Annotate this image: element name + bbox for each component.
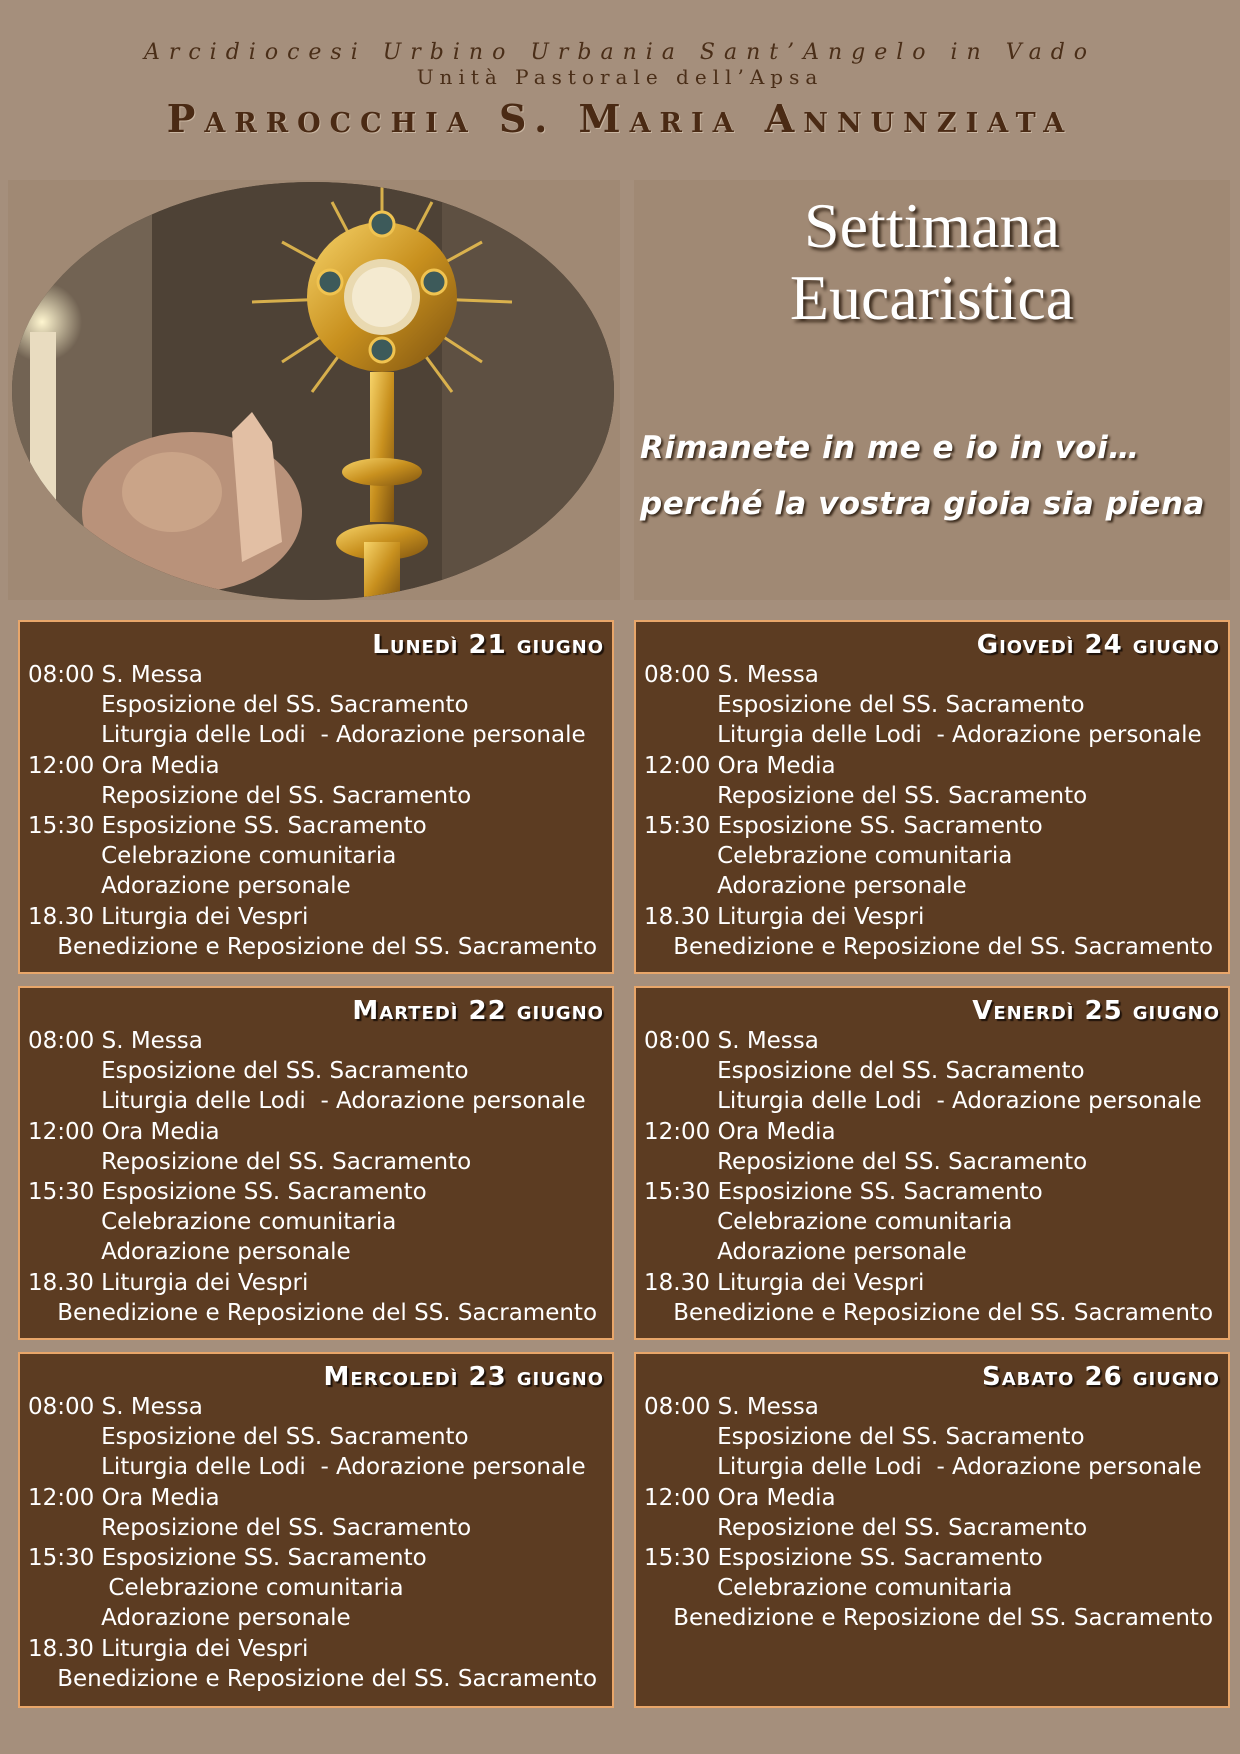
schedule-entry: Reposizione del SS. Sacramento [644,782,1088,809]
schedule-entry: 08:00 S. Messa [28,1028,203,1054]
quote-line1: Rimanete in me e io in voi… [640,430,1140,466]
schedule-entry: Benedizione e Reposizione del SS. Sacramento [28,1299,598,1326]
event-title-line1: Settimana [804,190,1060,261]
event-title-line2: Eucaristica [789,262,1075,333]
quote-line2: perché la vostra gioia sia piena [640,486,1205,522]
schedule-entry: 18.30 Liturgia dei Vespri [28,903,309,930]
schedule-entry: Reposizione del SS. Sacramento [644,1514,1088,1541]
schedule-list [20,1392,612,1694]
schedule-entry: Adorazione personale [28,1239,351,1266]
schedule-entry: 12:00 Ora Media [28,752,220,779]
schedule-entry: Reposizione del SS. Sacramento [644,1148,1088,1175]
schedule-entry: Adorazione personale [644,873,967,900]
schedule-entry: Esposizione del SS. Sacramento [28,1058,469,1085]
schedule-list [20,1026,612,1328]
day-box-mercoledi [18,1352,614,1708]
schedule-entry: Celebrazione comunitaria [644,1575,1013,1602]
schedule-entry: 15:30 Esposizione SS. Sacramento [644,1545,1043,1572]
schedule-entry: Benedizione e Reposizione del SS. Sacramento [28,933,598,960]
schedule-entry: Celebrazione comunitaria [644,843,1013,870]
schedule-entry: Benedizione e Reposizione del SS. Sacramento [644,933,1214,960]
day-title: Mercoledì 23 giugno [323,1362,604,1392]
schedule-entry: Celebrazione comunitaria [28,1209,397,1236]
schedule-entry: 12:00 Ora Media [28,1484,220,1511]
day-box-lunedi [18,620,614,974]
pastoral-unit: Unità Pastorale dell’Apsa [416,65,824,89]
schedule-entry: 15:30 Esposizione SS. Sacramento [644,813,1043,840]
schedule-entry: Celebrazione comunitaria [28,843,397,870]
schedule-entry: 15:30 Esposizione SS. Sacramento [28,1179,427,1206]
day-box-giovedi [634,620,1230,974]
schedule-entry: Liturgia delle Lodi - Adorazione personale [28,1088,586,1115]
schedule-entry: Liturgia delle Lodi - Adorazione personale [28,722,586,749]
schedule-list [20,660,612,962]
schedule-entry: Celebrazione comunitaria [644,1209,1013,1236]
schedule-entry: Benedizione e Reposizione del SS. Sacramento [644,1299,1214,1326]
monstrance-photo [12,182,614,600]
day-title: Giovedì 24 giugno [976,630,1220,660]
schedule-entry: Adorazione personale [28,873,351,900]
photo-panel [8,180,620,600]
parish-name: Parrocchia S. Maria Annunziata [166,96,1074,141]
schedule-entry: Benedizione e Reposizione del SS. Sacramento [28,1665,598,1692]
schedule-entry: Liturgia delle Lodi - Adorazione personale [644,722,1202,749]
day-box-sabato [634,1352,1230,1708]
schedule-entry: Adorazione personale [644,1239,967,1266]
day-box-venerdi [634,986,1230,1340]
schedule-entry: 15:30 Esposizione SS. Sacramento [28,1545,427,1572]
day-title: Sabato 26 giugno [981,1362,1220,1392]
schedule-entry: 08:00 S. Messa [644,1394,819,1420]
schedule-entry: 18.30 Liturgia dei Vespri [28,1269,309,1296]
schedule-entry: 12:00 Ora Media [644,1484,836,1511]
schedule-entry: 18.30 Liturgia dei Vespri [644,1269,925,1296]
schedule-entry: Adorazione personale [28,1605,351,1632]
day-title: Venerdì 25 giugno [972,996,1220,1026]
schedule-entry: Esposizione del SS. Sacramento [644,1424,1085,1451]
schedule-entry: Benedizione e Reposizione del SS. Sacramento [644,1605,1214,1632]
schedule-list [636,1392,1228,1634]
schedule-entry: 08:00 S. Messa [28,662,203,688]
schedule-entry: Liturgia delle Lodi - Adorazione personale [644,1454,1202,1481]
diocese-name: Arcidiocesi Urbino Urbania Sant’Angelo in Vado [143,40,1097,65]
schedule-entry: 12:00 Ora Media [28,1118,220,1145]
schedule-entry: 08:00 S. Messa [644,1028,819,1054]
schedule-entry: Reposizione del SS. Sacramento [28,782,472,809]
day-box-martedi [18,986,614,1340]
schedule-entry: 18.30 Liturgia dei Vespri [28,1635,309,1662]
schedule-entry: 12:00 Ora Media [644,752,836,779]
schedule-entry: Celebrazione comunitaria [28,1575,404,1602]
day-title: Lunedì 21 giugno [372,630,604,660]
schedule-entry: Esposizione del SS. Sacramento [28,692,469,719]
schedule-entry: 18.30 Liturgia dei Vespri [644,903,925,930]
scripture-quote [640,420,1230,532]
schedule-list [636,660,1228,962]
schedule-entry: 15:30 Esposizione SS. Sacramento [644,1179,1043,1206]
schedule-entry: 15:30 Esposizione SS. Sacramento [28,813,427,840]
header [0,40,1240,141]
schedule-entry: Liturgia delle Lodi - Adorazione personale [644,1088,1202,1115]
schedule-entry: Reposizione del SS. Sacramento [28,1148,472,1175]
schedule-entry: 08:00 S. Messa [644,662,819,688]
title-panel [634,180,1230,600]
schedule-list [636,1026,1228,1328]
schedule-entry: Esposizione del SS. Sacramento [644,1058,1085,1085]
schedule-entry: 08:00 S. Messa [28,1394,203,1420]
schedule-entry: Reposizione del SS. Sacramento [28,1514,472,1541]
schedule-entry: Liturgia delle Lodi - Adorazione personale [28,1454,586,1481]
day-title: Martedì 22 giugno [352,996,604,1026]
event-title [634,190,1230,334]
schedule-entry: Esposizione del SS. Sacramento [28,1424,469,1451]
schedule-entry: Esposizione del SS. Sacramento [644,692,1085,719]
schedule-entry: 12:00 Ora Media [644,1118,836,1145]
monstrance-illustration [12,182,614,600]
